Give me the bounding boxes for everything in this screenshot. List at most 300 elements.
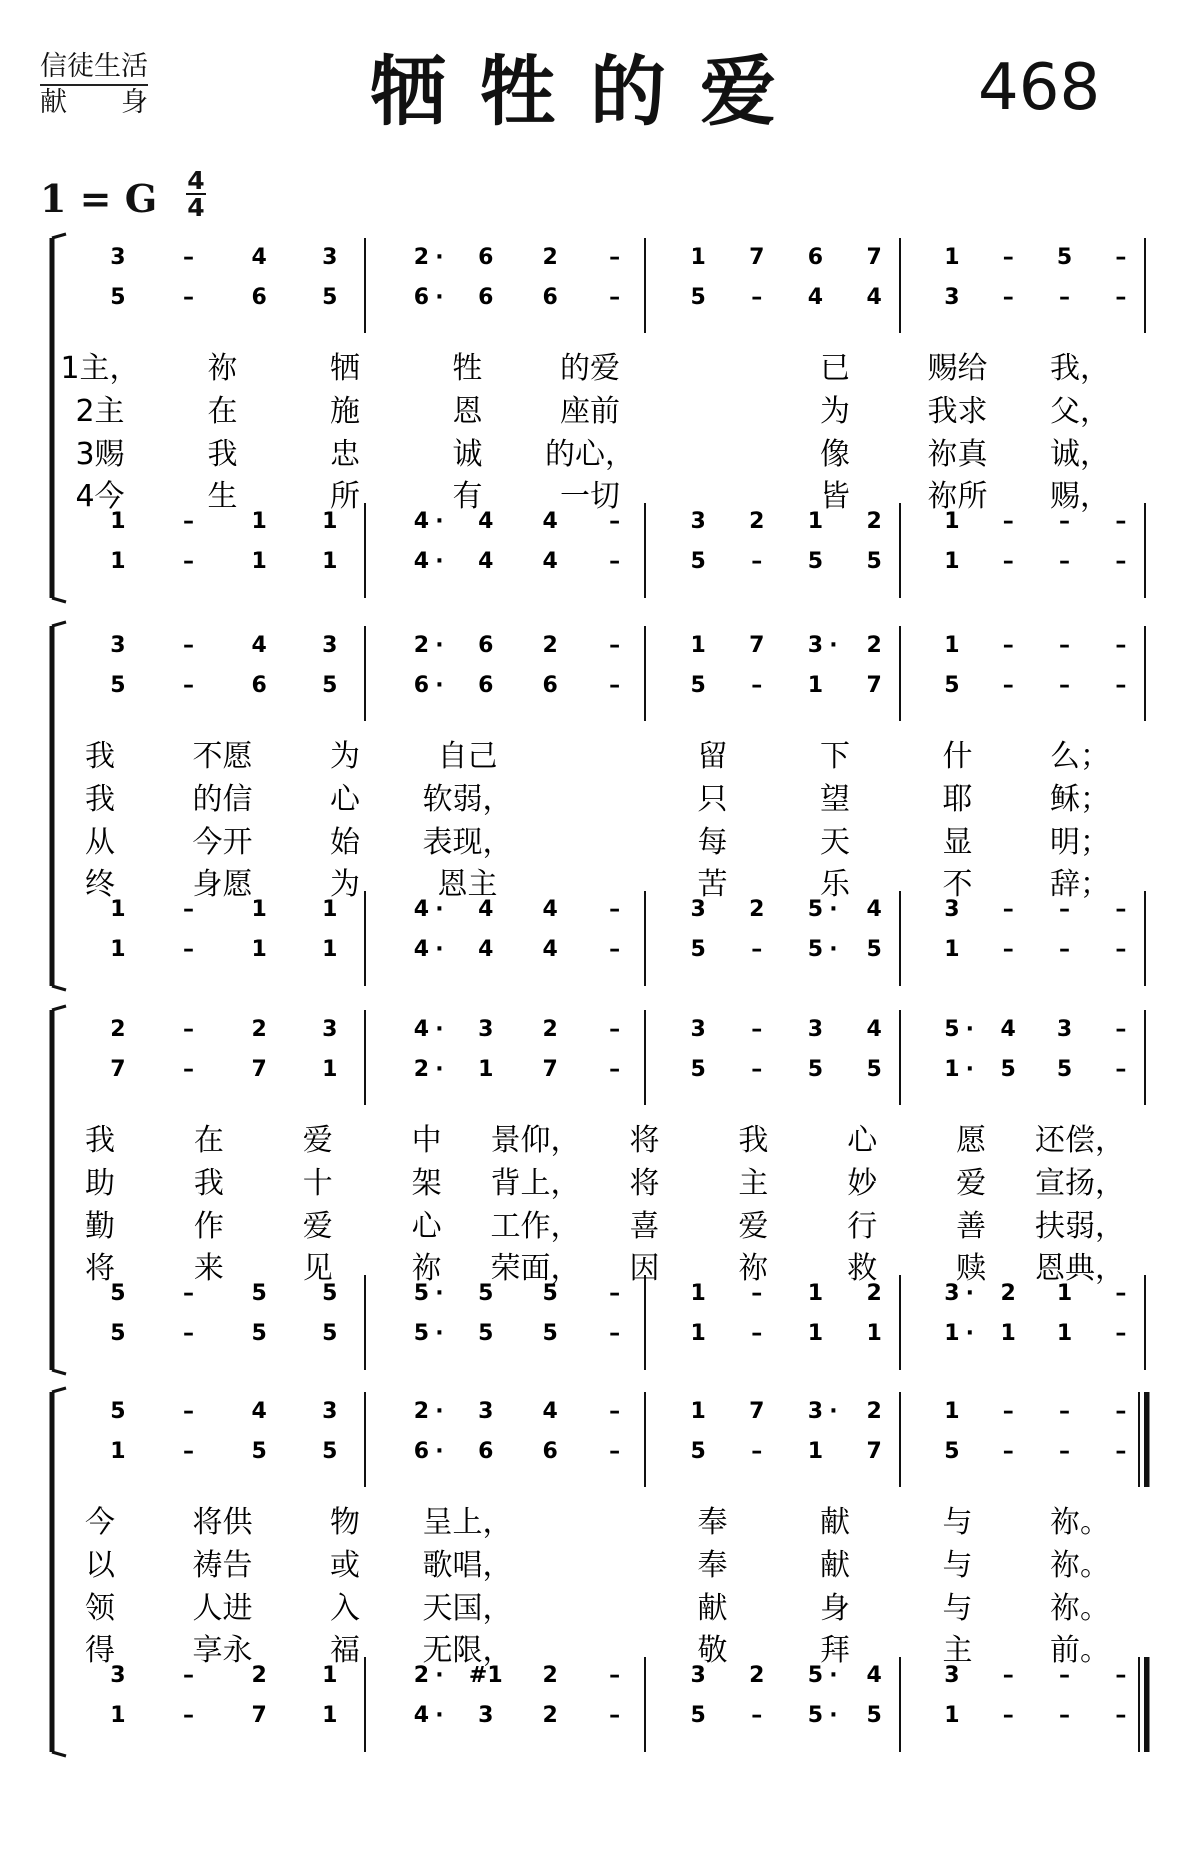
lyric-word: 祢真 (927, 437, 988, 472)
lyric-word: 享永 (192, 1633, 253, 1668)
dot-duration: · (435, 1399, 444, 1424)
lyric-word: 软弱， (422, 782, 513, 817)
jianpu-note: 5 (807, 937, 824, 962)
jianpu-note: 5 (807, 1057, 824, 1082)
jianpu-note: – (1115, 1057, 1127, 1082)
jianpu-note: – (1115, 1281, 1127, 1306)
jianpu-note: 5 (690, 937, 706, 962)
lyric-word: 宣扬， (1035, 1166, 1125, 1201)
jianpu-note: 2 (749, 509, 765, 534)
lyric-word: 已 (820, 351, 850, 386)
jianpu-note: – (1115, 245, 1127, 270)
jianpu-note: 5 (944, 673, 960, 698)
dot-duration: · (965, 1017, 975, 1042)
jianpu-note: 1 (1056, 1321, 1073, 1346)
lyric-word: 4今 (75, 479, 125, 514)
lyric-word: 1主， (60, 351, 140, 386)
jianpu-note: 3 (690, 897, 706, 922)
lyric-word: 的信 (192, 782, 253, 817)
lyric-word: 助 (85, 1166, 115, 1201)
jianpu-note: 5 (110, 1321, 126, 1346)
lyric-word: 祷告 (192, 1548, 253, 1583)
jianpu-note: 1 (110, 549, 126, 574)
jianpu-note: 3 (322, 1399, 338, 1424)
jianpu-note: 1 (478, 1057, 494, 1082)
jianpu-note: 5 (413, 1321, 430, 1346)
jianpu-note: – (1115, 633, 1127, 658)
jianpu-note: 4 (413, 1017, 430, 1042)
lyric-word: 善 (956, 1209, 987, 1244)
jianpu-note: 6 (478, 1439, 494, 1464)
jianpu-note: – (609, 1281, 621, 1306)
jianpu-note: 5 (690, 549, 706, 574)
lyric-word: 牺 (330, 351, 360, 386)
lyric-word: 福 (330, 1633, 360, 1668)
jianpu-note: – (183, 245, 195, 270)
lyric-word: 作 (193, 1209, 224, 1244)
lyric-word: 只 (697, 782, 728, 817)
jianpu-note: – (1059, 509, 1071, 534)
jianpu-note: – (1115, 509, 1127, 534)
jianpu-note: – (751, 1057, 763, 1082)
lyric-word: 天 (820, 825, 850, 860)
lyric-word: 心 (411, 1209, 442, 1244)
jianpu-note: 7 (749, 1399, 765, 1424)
jianpu-note: 7 (749, 245, 765, 270)
lyric-word: 献 (697, 1591, 728, 1626)
jianpu-note: – (1002, 549, 1014, 574)
jianpu-note: 5 (866, 937, 882, 962)
jianpu-note: – (751, 549, 763, 574)
jianpu-note: 5 (690, 285, 706, 310)
jianpu-note: 5 (322, 1439, 338, 1464)
category-main: 信徒生活 (40, 50, 148, 86)
jianpu-note: 5 (866, 1703, 882, 1728)
time-sig-top: 4 (187, 166, 205, 195)
jianpu-note: – (751, 1017, 763, 1042)
lyric-word: 无限， (422, 1633, 513, 1668)
jianpu-note: – (1115, 897, 1127, 922)
lyric-word: 苦 (697, 867, 728, 902)
lyric-word: 扶弱， (1035, 1209, 1125, 1244)
lyric-word: 今 (85, 1505, 115, 1540)
jianpu-note: 1 (322, 549, 338, 574)
jianpu-note: – (183, 673, 195, 698)
lyric-word: 主 (738, 1166, 769, 1201)
lyric-word: 爱 (956, 1166, 987, 1201)
dot-duration: · (435, 897, 444, 922)
jianpu-note: 1 (110, 937, 126, 962)
dot-duration: · (965, 1057, 975, 1082)
jianpu-note: 2 (749, 1663, 765, 1688)
jianpu-note: – (751, 1439, 763, 1464)
jianpu-note: 1 (322, 937, 338, 962)
jianpu-note: 5 (478, 1281, 494, 1306)
jianpu-note: 4 (478, 937, 494, 962)
jianpu-note: – (183, 1439, 195, 1464)
lyric-word: 赎 (956, 1251, 987, 1286)
jianpu-note: 3 (322, 1017, 338, 1042)
jianpu-note: 1 (110, 1703, 126, 1728)
lyric-word: 救 (847, 1251, 878, 1286)
lyric-word: 始 (330, 825, 360, 860)
jianpu-note: 5 (807, 1663, 824, 1688)
jianpu-note: – (751, 285, 763, 310)
jianpu-note: 1 (944, 937, 960, 962)
jianpu-note: 1 (690, 1399, 706, 1424)
jianpu-note: 2 (542, 245, 558, 270)
jianpu-note: 4 (807, 285, 824, 310)
jianpu-note: 1 (944, 549, 960, 574)
jianpu-note: 1 (251, 509, 267, 534)
jianpu-note: #1 (468, 1663, 503, 1688)
jianpu-note: 1 (944, 1321, 960, 1346)
dot-duration: · (435, 245, 444, 270)
dot-duration: · (435, 1281, 444, 1306)
jianpu-note: 5 (322, 285, 338, 310)
jianpu-note: 2 (413, 633, 430, 658)
jianpu-note: 5 (110, 285, 126, 310)
jianpu-note: 2 (866, 1399, 882, 1424)
jianpu-note: – (1059, 1399, 1071, 1424)
jianpu-note: – (1059, 285, 1071, 310)
lyric-word: 歌唱， (422, 1548, 513, 1583)
jianpu-note: 7 (866, 245, 882, 270)
lyric-word: 架 (411, 1166, 442, 1201)
lyric-word: 背上， (490, 1166, 581, 1201)
jianpu-note: 3 (478, 1703, 494, 1728)
jianpu-note: 3 (478, 1017, 494, 1042)
dot-duration: · (435, 549, 444, 574)
jianpu-note: – (183, 897, 195, 922)
jianpu-note: – (1059, 1439, 1071, 1464)
jianpu-note: – (183, 1281, 195, 1306)
jianpu-note: – (1059, 549, 1071, 574)
lyric-word: 或 (330, 1548, 360, 1583)
jianpu-note: 5 (110, 1281, 126, 1306)
bracket-bottom (52, 598, 66, 602)
lyric-word: 恩主 (437, 867, 498, 902)
jianpu-note: – (609, 1321, 621, 1346)
lyric-word: 今开 (192, 825, 253, 860)
jianpu-note: 3 (110, 633, 126, 658)
lyric-word: 与 (942, 1505, 973, 1540)
jianpu-note: – (1059, 897, 1071, 922)
jianpu-note: 1 (690, 633, 706, 658)
jianpu-note: – (609, 549, 621, 574)
dot-duration: · (829, 633, 838, 658)
jianpu-note: 1 (944, 1703, 960, 1728)
jianpu-note: – (183, 1321, 195, 1346)
jianpu-note: – (183, 1663, 195, 1688)
jianpu-note: 3 (322, 245, 338, 270)
jianpu-note: 7 (251, 1703, 267, 1728)
lyric-word: 我 (85, 782, 115, 817)
lyric-word: 奉 (697, 1505, 728, 1540)
jianpu-note: – (1115, 1439, 1127, 1464)
jianpu-note: 1 (866, 1321, 882, 1346)
lyric-word: 祢。 (1050, 1505, 1110, 1540)
jianpu-note: 2 (542, 1663, 558, 1688)
jianpu-note: 4 (866, 1663, 882, 1688)
lyric-word: 物 (330, 1505, 360, 1540)
dot-duration: · (829, 897, 838, 922)
jianpu-note: – (751, 673, 763, 698)
lyric-word: 恩 (452, 394, 483, 429)
jianpu-note: 1 (110, 509, 126, 534)
dot-duration: · (435, 509, 444, 534)
jianpu-note: – (183, 285, 195, 310)
lyric-word: 诚 (452, 437, 483, 472)
jianpu-note: – (1002, 1439, 1014, 1464)
jianpu-note: 4 (413, 509, 430, 534)
lyric-word: 不 (942, 867, 973, 902)
jianpu-note: 1 (690, 1281, 706, 1306)
jianpu-note: 1 (1000, 1321, 1016, 1346)
jianpu-note: – (1115, 549, 1127, 574)
jianpu-note: 2 (1000, 1281, 1016, 1306)
jianpu-note: – (609, 509, 621, 534)
jianpu-note: – (609, 1663, 621, 1688)
jianpu-note: 1 (322, 897, 338, 922)
jianpu-note: 5 (251, 1321, 267, 1346)
jianpu-note: – (1059, 937, 1071, 962)
jianpu-note: 7 (866, 1439, 882, 1464)
jianpu-note: 2 (866, 633, 882, 658)
dot-duration: · (965, 1321, 975, 1346)
key-signature: 1 = G (40, 176, 158, 221)
jianpu-note: – (609, 285, 621, 310)
jianpu-note: – (609, 1017, 621, 1042)
jianpu-note: 4 (478, 549, 494, 574)
lyric-word: 座前 (560, 394, 620, 429)
lyric-word: 行 (847, 1209, 878, 1244)
bracket-top (52, 1006, 66, 1010)
jianpu-note: – (1002, 897, 1014, 922)
lyric-word: 有 (452, 479, 483, 514)
lyric-word: 前。 (1050, 1633, 1110, 1668)
lyric-word: 明； (1050, 825, 1110, 860)
lyric-word: 的心， (545, 437, 635, 472)
lyric-word: 显 (942, 825, 973, 860)
dot-duration: · (435, 937, 444, 962)
lyric-word: 我 (85, 739, 115, 774)
jianpu-note: 5 (322, 1321, 338, 1346)
jianpu-note: 5 (807, 897, 824, 922)
lyric-word: 从 (85, 825, 115, 860)
lyric-word: 望 (820, 782, 850, 817)
lyric-word: 与 (942, 1548, 973, 1583)
jianpu-note: 5 (807, 1703, 824, 1728)
jianpu-note: 1 (807, 509, 824, 534)
jianpu-note: – (1115, 1321, 1127, 1346)
jianpu-note: – (183, 633, 195, 658)
jianpu-note: 4 (542, 1399, 558, 1424)
jianpu-note: 6 (478, 673, 494, 698)
lyric-word: 稣； (1050, 782, 1110, 817)
lyric-word: 身愿 (192, 867, 253, 902)
jianpu-note: 1 (807, 1281, 824, 1306)
jianpu-note: 5 (110, 1399, 126, 1424)
jianpu-note: – (183, 1399, 195, 1424)
jianpu-note: 1 (322, 509, 338, 534)
lyric-word: 献 (820, 1505, 850, 1540)
jianpu-note: 3 (110, 1663, 126, 1688)
lyric-word: 心 (847, 1123, 878, 1158)
jianpu-note: 2 (413, 245, 430, 270)
lyric-word: 不愿 (192, 739, 253, 774)
jianpu-note: 1 (251, 897, 267, 922)
hymn-title: 牺牲的爱 (370, 47, 810, 136)
jianpu-note: 1 (251, 937, 267, 962)
jianpu-note: 6 (251, 673, 267, 698)
lyric-word: 喜 (629, 1209, 660, 1244)
lyric-word: 奉 (697, 1548, 728, 1583)
jianpu-note: – (1059, 1703, 1071, 1728)
lyric-word: 我 (85, 1123, 115, 1158)
lyric-word: 在 (207, 394, 238, 429)
lyric-word: 拜 (820, 1633, 850, 1668)
jianpu-note: 4 (542, 937, 558, 962)
jianpu-note: 3 (944, 1281, 960, 1306)
jianpu-note: 3 (478, 1399, 494, 1424)
jianpu-note: 1 (807, 1439, 824, 1464)
lyric-word: 以 (85, 1548, 115, 1583)
jianpu-note: 2 (542, 1017, 558, 1042)
jianpu-note: – (1115, 673, 1127, 698)
dot-duration: · (829, 1399, 838, 1424)
jianpu-note: 5 (478, 1321, 494, 1346)
jianpu-note: 3 (807, 1399, 824, 1424)
jianpu-note: 5 (413, 1281, 430, 1306)
jianpu-note: 7 (251, 1057, 267, 1082)
jianpu-note: 2 (251, 1017, 267, 1042)
lyric-word: 表现， (422, 825, 513, 860)
jianpu-note: 2 (413, 1057, 430, 1082)
lyric-word: 祢 (411, 1251, 442, 1286)
jianpu-note: 4 (542, 549, 558, 574)
lyric-word: 3赐 (75, 437, 125, 472)
jianpu-note: 1 (322, 1663, 338, 1688)
jianpu-note: 4 (542, 897, 558, 922)
jianpu-note: – (1115, 1703, 1127, 1728)
jianpu-note: 5 (251, 1281, 267, 1306)
lyric-word: 入 (330, 1591, 360, 1626)
lyric-word: 为 (820, 394, 850, 429)
lyric-word: 愿 (956, 1123, 987, 1158)
lyric-word: 与 (942, 1591, 973, 1626)
lyric-word: 乐 (820, 867, 850, 902)
jianpu-note: 3 (807, 1017, 824, 1042)
jianpu-note: 5 (690, 1703, 706, 1728)
bracket-bottom (52, 1752, 66, 1756)
lyric-word: 勤 (85, 1209, 115, 1244)
lyric-word: 耶 (942, 782, 973, 817)
lyric-word: 生 (207, 479, 238, 514)
jianpu-note: 6 (251, 285, 267, 310)
lyric-word: 工作， (490, 1209, 581, 1244)
dot-duration: · (435, 1057, 444, 1082)
jianpu-note: 5 (542, 1281, 558, 1306)
jianpu-note: 4 (413, 897, 430, 922)
lyric-word: 爱 (302, 1209, 333, 1244)
jianpu-note: 1 (944, 1399, 960, 1424)
lyric-word: 恩典， (1035, 1251, 1125, 1286)
jianpu-note: 6 (413, 285, 430, 310)
jianpu-note: – (183, 1057, 195, 1082)
lyric-word: 自己 (437, 739, 498, 774)
jianpu-note: 4 (866, 897, 882, 922)
jianpu-note: – (609, 897, 621, 922)
bracket-bottom (52, 1370, 66, 1374)
jianpu-note: 7 (866, 673, 882, 698)
lyric-word: 我 (738, 1123, 769, 1158)
jianpu-note: 4 (251, 633, 267, 658)
jianpu-note: 1 (1056, 1281, 1073, 1306)
bracket-bottom (52, 986, 66, 990)
jianpu-note: – (751, 1321, 763, 1346)
jianpu-note: 1 (944, 509, 960, 534)
jianpu-note: – (183, 937, 195, 962)
lyric-word: 得 (85, 1633, 115, 1668)
jianpu-note: – (751, 937, 763, 962)
lyric-word: 我， (1050, 351, 1110, 386)
jianpu-note: – (1059, 633, 1071, 658)
jianpu-note: – (1115, 1399, 1127, 1424)
jianpu-note: 3 (690, 1663, 706, 1688)
jianpu-note: 3 (690, 509, 706, 534)
bracket-top (52, 1388, 66, 1392)
jianpu-note: – (1115, 1017, 1127, 1042)
jianpu-note: 6 (542, 673, 558, 698)
lyric-word: 天国， (422, 1591, 513, 1626)
lyric-word: 我 (207, 437, 238, 472)
jianpu-note: 5 (944, 1017, 960, 1042)
lyric-word: 身 (820, 1591, 850, 1626)
lyric-word: 爱 (302, 1123, 333, 1158)
jianpu-note: 2 (542, 1703, 558, 1728)
lyric-word: 我求 (927, 394, 988, 429)
lyric-word: 终 (85, 867, 115, 902)
lyric-word: 施 (330, 394, 360, 429)
jianpu-note: – (1002, 633, 1014, 658)
jianpu-note: – (1115, 285, 1127, 310)
jianpu-note: 5 (866, 549, 882, 574)
dot-duration: · (435, 673, 444, 698)
jianpu-note: 5 (322, 1281, 338, 1306)
jianpu-note: 5 (542, 1321, 558, 1346)
lyric-word: 十 (302, 1166, 333, 1201)
jianpu-note: 2 (749, 897, 765, 922)
dot-duration: · (435, 1663, 444, 1688)
jianpu-note: 2 (866, 509, 882, 534)
lyric-word: 祢 (738, 1251, 769, 1286)
jianpu-note: – (609, 1399, 621, 1424)
jianpu-note: 1 (322, 1057, 338, 1082)
lyric-word: 在 (193, 1123, 224, 1158)
jianpu-note: – (609, 633, 621, 658)
lyric-word: 景仰， (490, 1123, 581, 1158)
jianpu-note: 5 (251, 1439, 267, 1464)
jianpu-note: – (609, 1703, 621, 1728)
jianpu-note: 3 (1056, 1017, 1073, 1042)
hymn-number: 468 (978, 51, 1101, 125)
jianpu-note: – (609, 1057, 621, 1082)
jianpu-note: – (1059, 1663, 1071, 1688)
jianpu-note: 4 (251, 1399, 267, 1424)
jianpu-note: 6 (542, 285, 558, 310)
jianpu-note: 6 (478, 285, 494, 310)
